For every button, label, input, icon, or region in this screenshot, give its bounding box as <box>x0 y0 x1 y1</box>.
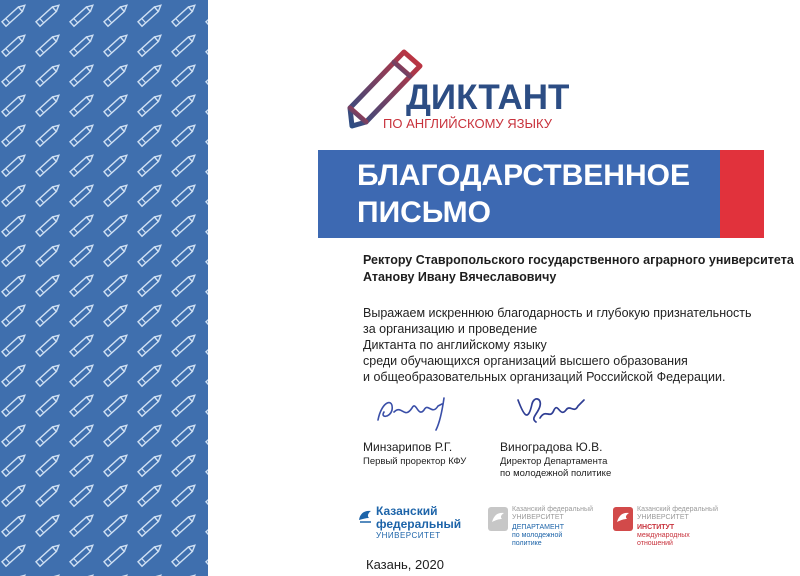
kfu-logo-line1: Казанский <box>376 504 438 518</box>
institute-line2: международных <box>637 532 690 539</box>
dept-youth-line3: политике <box>512 540 542 547</box>
institute-uni: Казанский федеральный <box>637 506 718 513</box>
dept-youth-logo <box>512 506 593 548</box>
institute-logo <box>637 506 718 548</box>
recipient-position: Ректору Ставропольского государственного аграрного университета <box>363 253 794 267</box>
institute-uni2: УНИВЕРСИТЕТ <box>637 514 689 521</box>
recipient-name: Атанову Ивану Вячеславовичу <box>363 270 557 284</box>
message-line: и общеобразовательных организаций Российской Федерации. <box>363 370 726 384</box>
kfu-emblem-icon <box>357 508 373 524</box>
message-line: среди обучающихся организаций высшего образования <box>363 354 688 368</box>
signature-image <box>512 392 590 432</box>
institute-line3: отношений <box>637 540 673 547</box>
dept-youth-uni: Казанский федеральный <box>512 506 593 513</box>
pencil-pattern <box>0 0 208 576</box>
dept-emblem-icon <box>487 506 509 532</box>
decorative-pattern-panel <box>0 0 208 576</box>
kfu-logo-line3: УНИВЕРСИТЕТ <box>376 531 441 540</box>
logo-title: ДИКТАНТ <box>406 78 570 117</box>
logo-subtitle: ПО АНГЛИЙСКОМУ ЯЗЫКУ <box>383 116 553 131</box>
banner-accent <box>720 150 764 238</box>
message-line: Выражаем искреннюю благодарность и глубокую признательность <box>363 306 752 320</box>
signatory-title: по молодежной политике <box>500 468 612 479</box>
city-year: Казань, 2020 <box>366 557 444 572</box>
institute-emblem-icon <box>612 506 634 532</box>
signatory-title: Первый проректор КФУ <box>363 456 467 467</box>
signatory-name: Виноградова Ю.В. <box>500 440 603 454</box>
document-title-line2: ПИСЬМО <box>357 196 491 229</box>
signature-image <box>372 390 462 432</box>
message-line: Диктанта по английскому языку <box>363 338 547 352</box>
document-title-line1: БЛАГОДАРСТВЕННОЕ <box>357 159 690 192</box>
signatory-name: Минзарипов Р.Г. <box>363 440 453 454</box>
signatory-title: Директор Департамента <box>500 456 608 467</box>
message-line: за организацию и проведение <box>363 322 538 336</box>
dept-youth-uni2: УНИВЕРСИТЕТ <box>512 514 564 521</box>
kfu-logo-line2: федеральный <box>376 517 462 531</box>
institute-line1: ИНСТИТУТ <box>637 524 675 531</box>
dept-youth-line1: ДЕПАРТАМЕНТ <box>512 524 565 531</box>
dept-youth-line2: по молодежной <box>512 532 563 539</box>
